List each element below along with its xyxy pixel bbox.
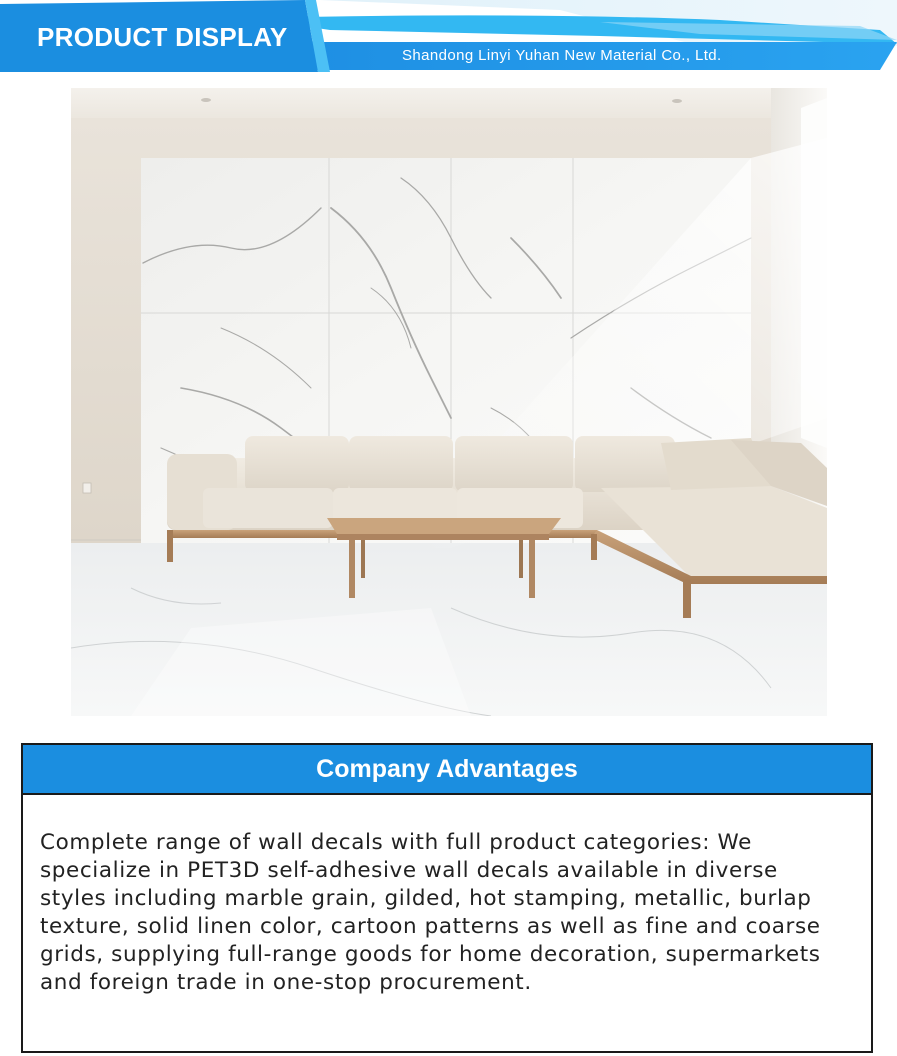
product-photo [71, 88, 827, 716]
advantages-panel [21, 743, 873, 1053]
advantages-header [23, 745, 871, 795]
page-title: PRODUCT DISPLAY [37, 22, 288, 52]
living-room-illustration [71, 88, 827, 716]
company-name: Shandong Linyi Yuhan New Material Co., Ltd. [402, 47, 722, 64]
advantages-title: Company Advantages [316, 754, 578, 783]
header-banner [0, 0, 897, 80]
advantages-text: Complete range of wall decals with full product categories: We specialize in PET3D self-adhesive wall decals available in diverse styles including marble grain, gilded, hot stamping, metallic, burlap texture, solid linen color, cartoon patterns as well as fine and coarse grids, supplying full-range goods for home decoration, supermarkets and foreign trade in one-stop procurement. [40, 830, 821, 995]
